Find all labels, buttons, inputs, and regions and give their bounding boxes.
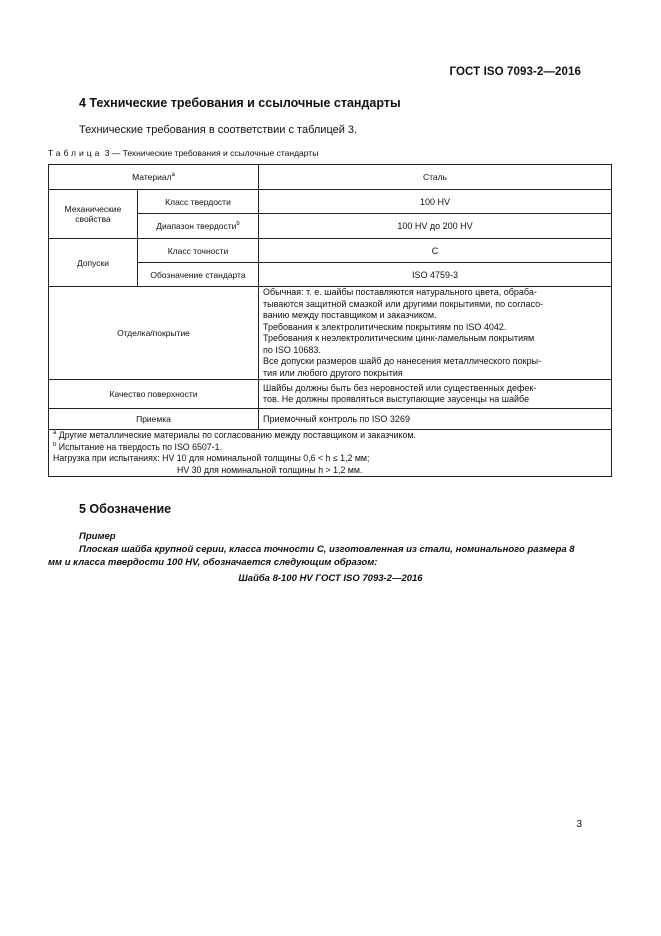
- hardness-class-label: Класс твердости: [138, 190, 259, 214]
- section-4-title: 4 Технические требования и ссылочные стандарты: [79, 96, 401, 110]
- example-label: Пример: [79, 531, 116, 542]
- note-b: $^b$ Испытание на твердость по ISO 6507-1.: [53, 441, 222, 452]
- table-row: [49, 190, 612, 214]
- mech-properties-label: Механические свойства: [49, 190, 138, 239]
- table-notes: [49, 430, 612, 477]
- standard-designation-label: Обозначение стандарта: [138, 263, 259, 287]
- finish-coating-text: Обычная: т. е. шайбы поставляются натурального цвета, обраба- тываются защитной смазкой или другими покрытиями, по согласо- ванию между поставщиком и заказчиком. Требования к электролитическим покрытиям по ISO 4042. Требования к неэлектролитическим цинк-ламельным покрытиям по ISO 10683. Все допуски размеров шайб до нанесения металлического покры- тия или любого другого покрытия: [259, 287, 612, 380]
- example-text: Плоская шайба крупной серии, класса точности С, изготовленная из стали, номинального размера 8 мм и класса твердости 100 HV, обозначается следующим образом:: [48, 544, 575, 568]
- surface-quality-text: Шайбы должны быть без неровностей или существенных дефек- тов. Не должны проявляться выступающие заусенцы на шайбе: [259, 380, 612, 409]
- requirements-table: [48, 164, 612, 477]
- table-caption-text: 3 — Технические требования и ссылочные стандарты: [104, 148, 319, 158]
- table-caption: [48, 148, 318, 158]
- section-5-title: 5 Обозначение: [79, 502, 172, 516]
- accuracy-class-label: Класс точности: [138, 239, 259, 263]
- document-code: ГОСТ ISO 7093-2—2016: [449, 66, 581, 78]
- table-row: [49, 380, 612, 409]
- example-designation: Шайба 8-100 HV ГОСТ ISO 7093-2—2016: [238, 573, 423, 584]
- table-row: [49, 239, 612, 263]
- hardness-class-value: 100 HV: [259, 190, 612, 214]
- tolerances-label: Допуски: [49, 239, 138, 287]
- accuracy-class-value: C: [259, 239, 612, 263]
- hardness-range-label: Диапазон твердости$^b$: [138, 214, 259, 239]
- table-row: [49, 409, 612, 430]
- note-load-2: HV 30 для номинальной толщины h > 1,2 мм.: [177, 464, 363, 475]
- hardness-range-value: 100 HV до 200 HV: [259, 214, 612, 239]
- table-caption-prefix: Таблица: [48, 148, 103, 158]
- finish-coating-label: Отделка/покрытие: [49, 287, 259, 380]
- section-4-intro: Технические требования в соответствии с таблицей 3.: [79, 124, 358, 136]
- table-notes-row: [49, 430, 612, 477]
- note-a: $^a$ Другие металлические материалы по согласованию между поставщиком и заказчиком.: [53, 430, 416, 440]
- acceptance-label: Приемка: [49, 409, 259, 430]
- standard-designation-value: ISO 4759-3: [259, 263, 612, 287]
- header-steel: Сталь: [259, 165, 612, 190]
- surface-quality-label: Качество поверхности: [49, 380, 259, 409]
- table-header-row: [49, 165, 612, 190]
- note-load-1: Нагрузка при испытаниях: HV 10 для номинальной толщины 0,6 < h ≤ 1,2 мм;: [53, 453, 370, 463]
- acceptance-value: Приемочный контроль по ISO 3269: [259, 409, 612, 430]
- page-number: 3: [576, 819, 582, 830]
- table-row: [49, 287, 612, 380]
- header-material: Материал$^a$: [49, 165, 259, 190]
